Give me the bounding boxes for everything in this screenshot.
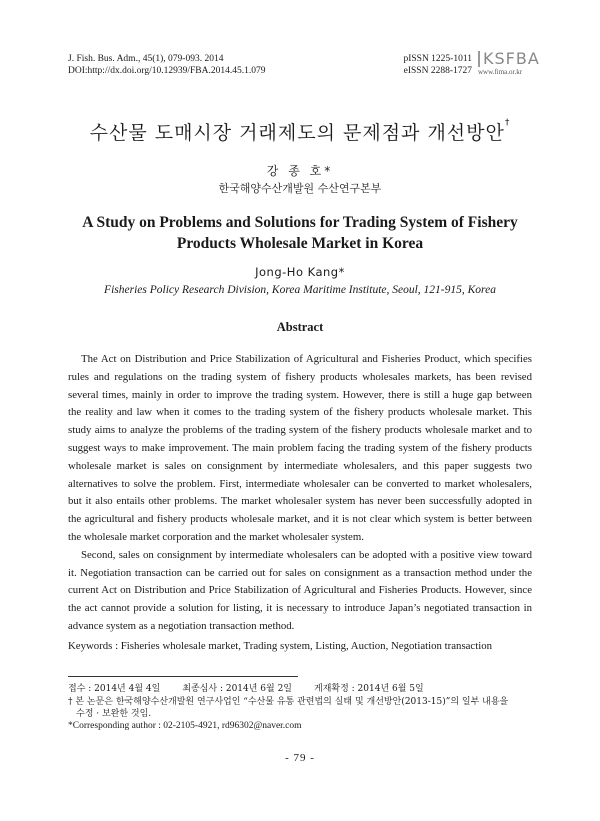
logo-text: KSFBA xyxy=(478,51,536,67)
eissn: eISSN 2288-1727 xyxy=(403,66,472,76)
keywords: Keywords : Fisheries wholesale market, Trading system, Listing, Auction, Negotiation transaction xyxy=(68,640,493,652)
korean-affiliation: 한국해양수산개발원 수산연구본부 xyxy=(218,182,382,195)
funding-note xyxy=(68,697,538,720)
issn-block xyxy=(390,53,472,77)
doi-line: DOI:http://dx.doi.org/10.12939/FBA.2014.45.1.079 xyxy=(68,66,266,76)
abstract-heading: Abstract xyxy=(276,320,324,334)
korean-author: 강 종 호* xyxy=(266,164,334,178)
logo-url: www.fima.or.kr xyxy=(478,68,523,76)
received-date: 접수 : 2014년 4월 4일 xyxy=(68,684,161,694)
english-title xyxy=(60,212,540,254)
funding-note-line2: 수정 · 보완한 것임. xyxy=(76,708,152,719)
funding-note-line1: † 본 논문은 한국해양수산개발원 연구사업인 “수산물 유통 관련법의 실태 및 개선방안(2013-15)”의 일부 내용을 xyxy=(68,697,509,707)
page-number: - 79 - xyxy=(285,752,315,764)
english-affiliation: Fisheries Policy Research Division, Korea Maritime Institute, Seoul, 121-915, Korea xyxy=(104,284,496,296)
journal-citation xyxy=(68,53,266,77)
ksfba-logo xyxy=(478,49,540,77)
english-title-line2: Products Wholesale Market in Korea xyxy=(176,235,424,252)
english-author: Jong-Ho Kang* xyxy=(255,265,345,279)
corresponding-author: *Corresponding author : 02-2105-4921, rd96302@naver.com xyxy=(68,721,302,731)
abstract-body xyxy=(68,351,532,636)
korean-title xyxy=(0,118,600,145)
review-date: 최종심사 : 2014년 6월 2일 xyxy=(182,684,293,694)
accepted-date: 게재확정 : 2014년 6월 5일 xyxy=(314,684,424,694)
journal-line: J. Fish. Bus. Adm., 45(1), 079-093. 2014 xyxy=(68,54,224,64)
title-footnote-mark: † xyxy=(504,118,511,128)
abstract-paragraph-1: The Act on Distribution and Price Stabilization of Agricultural and Fisheries Product, which specifies rules and regulations on the trading system of fishery products wholesales markets, has been revised several times, mainly in order to improve the trading system. However, there is still a huge gap between the reality and law when it comes to the trading system of the fishery products wholesale market. This study aims to analyze the problems of the trading system of the fishery products wholesale market and to suggest ways to make improvement. The main problem facing the trading system of the fishery products wholesale market is sales on consignment by intermediate wholesalers, and this paper suggests two alternatives to solve the problem. First, intermediate wholesaler can be converted to market wholesalers, but it also entails other problems. The market wholesaler system has never been successfully adopted in the agricultural and fishery products wholesale market, and it is not clear which system is better between the wholesale market corporation and the market wholesaler system. xyxy=(68,353,532,543)
korean-title-text: 수산물 도매시장 거래제도의 문제점과 개선방안 xyxy=(89,122,505,144)
abstract-paragraph-2: Second, sales on consignment by intermediate wholesalers can be adopted with a positive view toward it. Negotiation transaction can be carried out for sales on consignment as a transaction method under the current Act on Distribution and Price Stabilization of Agricultural and Fisheries Products. However, since the act cannot provide a solution for listing, it is necessary to introduce Japan’s negotiated transaction in advance system as a negotiation transaction method. xyxy=(68,548,532,632)
footnote-divider xyxy=(68,676,298,677)
pissn: pISSN 1225-1011 xyxy=(403,54,472,64)
submission-dates xyxy=(68,684,538,696)
english-title-line1: A Study on Problems and Solutions for Trading System of Fishery xyxy=(82,214,518,231)
